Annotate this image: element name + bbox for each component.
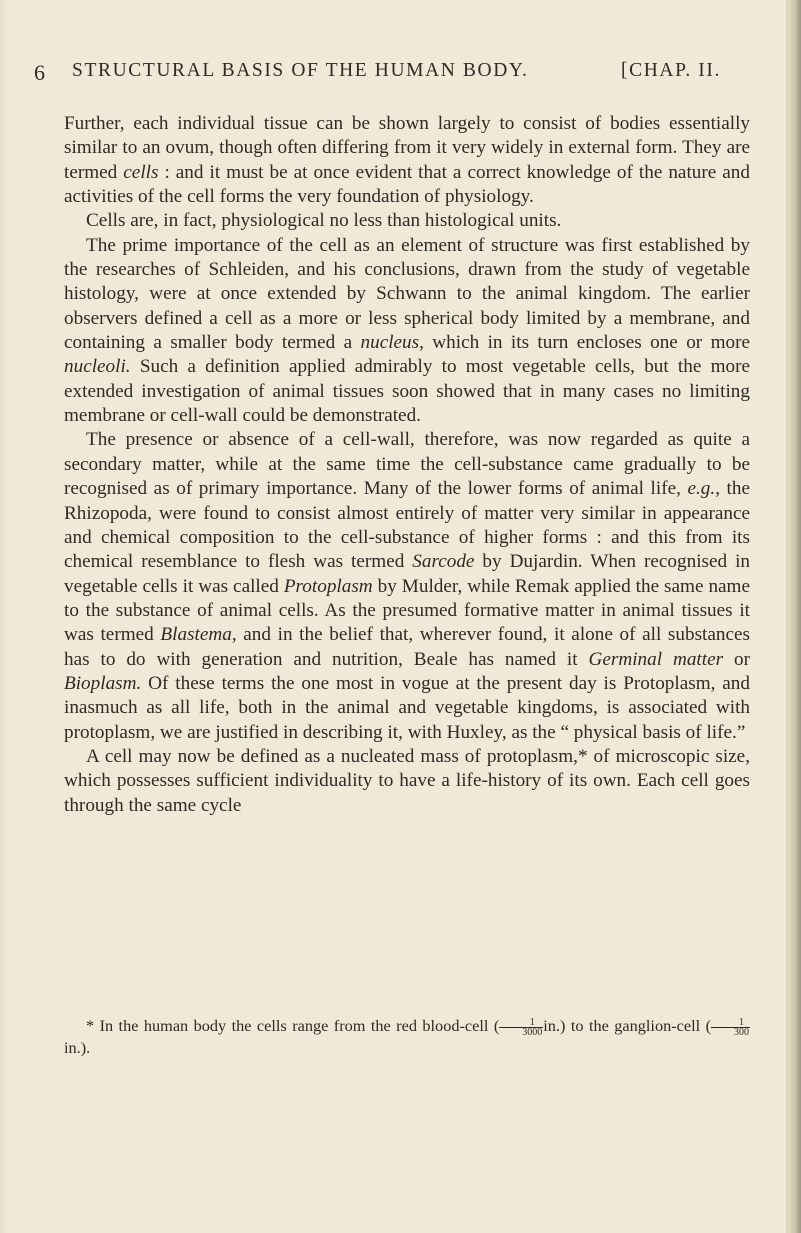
text-run: , which in its turn encloses one or more [419,332,751,354]
italic-term: cells [123,161,159,183]
paragraph [64,209,750,233]
italic-term: Bioplasm. [64,672,142,694]
text-run: by Dujardin. When recognised in vegetable cells it was called [64,551,750,597]
fraction-numerator: 1 [711,1018,750,1028]
footnote-middle: in.) to the ganglion-cell ( [543,1016,712,1035]
text-run: Of these terms the one most in vogue at the present day is Protoplasm, and inasmuch as all life, both in the animal and vegetable kingdoms, is associated with protoplasm, we are justified in describing it, with Huxley, as the “ physical basis of life.” [64,672,750,743]
fraction-ganglion-cell [711,1018,750,1037]
paragraph [64,428,750,744]
text-run: by Mulder, while Remak applied the same name to the substance of animal cells. As the presumed formative matter in animal tissues it was termed [64,575,750,646]
footnote-before: * In the human body the cells range from the red blood-cell ( [86,1016,500,1035]
paragraph [64,745,750,818]
text-run: A cell may now be defined as a nucleated mass of protoplasm,* of microscopic size, which possesses sufficient individuality to have a life-history of its own. Each cell goes through the same cycle [64,745,750,816]
footnote-text [64,1015,750,1058]
text-run: Cells are, in fact, physiological no less than histological units. [86,210,562,232]
running-title: STRUCTURAL BASIS OF THE HUMAN BODY. [72,60,529,81]
page-number: 6 [34,60,47,85]
page-edge [787,0,801,1233]
text-run: Such a definition applied admirably to most vegetable cells, but the more extended investigation of animal tissues soon showed that in many cases no limiting membrane or cell-wall could be demonstrated. [64,356,750,427]
footnote-after: in.). [64,1037,91,1057]
paragraph [64,234,750,429]
fraction-red-blood-cell [499,1018,543,1037]
footnote [64,1015,750,1058]
text-run: , and in the belief that, wherever found, it alone of all substances has to do with generation and nutrition, Beale has named it [64,624,750,670]
italic-term: Protoplasm [283,575,373,597]
text-run: Further, each individual tissue can be shown largely to consist of bodies essentially similar to an ovum, though often differing from it very widely in external form. They are termed [64,113,750,183]
italic-term: Blastema [160,624,232,646]
fraction-numerator: 1 [499,1018,543,1028]
page-gutter-shadow [0,0,10,1233]
paragraph [64,112,750,209]
text-run: : and it must be at once evident that a correct knowledge of the nature and activities of the cell forms the very foundation of physiology. [64,161,750,208]
fraction-denominator: 3000 [522,1026,543,1038]
italic-term: nucleus [360,332,420,354]
italic-term: Sarcode [412,551,475,573]
text-run: or [723,648,750,670]
italic-term: e.g. [687,478,716,500]
text-run: The presence or absence of a cell-wall, therefore, was now regarded as quite a secondary matter, while at the same time the cell-substance came gradually to be recognised as of primary importance. Many of the lower forms of animal life, [64,429,750,500]
body-text [64,112,750,818]
text-run: The prime importance of the cell as an element of structure was first established by the researches of Schleiden, and his conclusions, drawn from the study of vegetable histology, were at once extended by Schwann to the animal kingdom. The earlier observers defined a cell as a more or less spherical body limited by a membrane, and containing a smaller body termed a [64,234,750,354]
fraction-denominator: 300 [734,1026,750,1038]
italic-term: nucleoli. [64,356,131,378]
running-header [34,60,754,90]
text-run: , the Rhizopoda, were found to consist almost entirely of matter very similar in appearance and chemical composition to the cell-substance of higher forms : and this from its chemical resemblance to flesh was termed [64,478,750,573]
chapter-label: [CHAP. II. [621,60,721,81]
italic-term: Germinal matter [588,648,724,670]
